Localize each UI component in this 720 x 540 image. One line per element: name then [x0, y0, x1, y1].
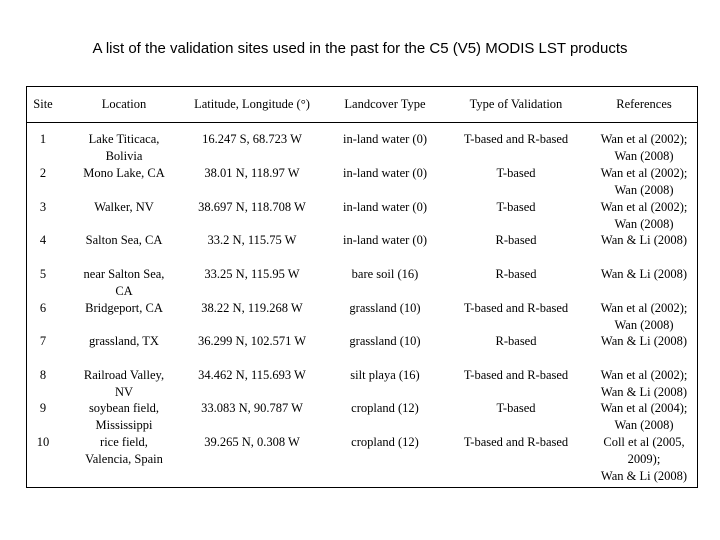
landcover-value: in-land water (0) [343, 132, 427, 146]
coordinate-value: 33.2 N, 115.75 W [207, 233, 297, 247]
site-number: 8 [39, 368, 47, 382]
location-line: Salton Sea, CA [85, 233, 163, 247]
landcover-value: in-land water (0) [343, 166, 427, 180]
validation-type: T-based [496, 200, 536, 214]
reference-line: Wan (2008) [614, 318, 674, 332]
landcover-value: grassland (10) [349, 334, 421, 348]
coordinate-value: 38.22 N, 119.268 W [201, 301, 303, 315]
reference-line: Wan et al (2002); [600, 166, 688, 180]
location-line: Lake Titicaca, [88, 132, 160, 146]
header-site: Site [33, 97, 53, 111]
reference-line: Wan et al (2002); [600, 200, 688, 214]
coordinate-value: 38.697 N, 118.708 W [198, 200, 306, 214]
site-number: 3 [39, 200, 47, 214]
reference-line: Wan & Li (2008) [600, 233, 688, 247]
reference-line: Wan (2008) [614, 418, 674, 432]
validation-type: T-based [496, 166, 536, 180]
reference-line: Wan et al (2002); [600, 132, 688, 146]
site-number: 1 [39, 132, 47, 146]
location-line: Bolivia [105, 149, 143, 163]
location-line: Mississippi [95, 418, 153, 432]
landcover-value: in-land water (0) [343, 200, 427, 214]
site-number: 2 [39, 166, 47, 180]
header-divider [27, 122, 697, 123]
site-number: 4 [39, 233, 47, 247]
site-number: 7 [39, 334, 47, 348]
site-number: 6 [39, 301, 47, 315]
reference-line: Wan et al (2002); [600, 301, 688, 315]
page-title: A list of the validation sites used in the past for the C5 (V5) MODIS LST products [92, 40, 628, 57]
landcover-value: in-land water (0) [343, 233, 427, 247]
validation-type: T-based and R-based [463, 368, 569, 382]
location-line: Walker, NV [94, 200, 154, 214]
reference-line: 2009); [627, 452, 661, 466]
reference-line: Wan & Li (2008) [600, 469, 688, 483]
validation-type: T-based and R-based [463, 435, 569, 449]
location-line: Railroad Valley, [83, 368, 165, 382]
location-line: grassland, TX [89, 334, 159, 348]
location-line: near Salton Sea, [83, 267, 165, 281]
location-line: rice field, [100, 435, 148, 449]
header-references: References [616, 97, 672, 111]
header-landcover: Landcover Type [344, 97, 426, 111]
landcover-value: silt playa (16) [350, 368, 420, 382]
header-validation: Type of Validation [469, 97, 563, 111]
validation-type: T-based and R-based [463, 301, 569, 315]
reference-line: Wan (2008) [614, 217, 674, 231]
reference-line: Wan & Li (2008) [600, 267, 688, 281]
reference-line: Wan (2008) [614, 149, 674, 163]
site-number: 9 [39, 401, 47, 415]
location-line: Valencia, Spain [85, 452, 163, 466]
landcover-value: grassland (10) [349, 301, 421, 315]
location-line: CA [115, 284, 133, 298]
reference-line: Coll et al (2005, [603, 435, 685, 449]
reference-line: Wan et al (2002); [600, 368, 688, 382]
landcover-value: cropland (12) [351, 401, 419, 415]
validation-sites-table [26, 86, 698, 488]
validation-type: R-based [495, 334, 537, 348]
location-line: NV [114, 385, 134, 399]
coordinate-value: 16.247 S, 68.723 W [202, 132, 302, 146]
site-number: 5 [39, 267, 47, 281]
landcover-value: cropland (12) [351, 435, 419, 449]
site-number: 10 [36, 435, 50, 449]
location-line: Mono Lake, CA [83, 166, 165, 180]
validation-type: T-based and R-based [463, 132, 569, 146]
coordinate-value: 34.462 N, 115.693 W [198, 368, 306, 382]
reference-line: Wan & Li (2008) [600, 334, 688, 348]
coordinate-value: 33.25 N, 115.95 W [204, 267, 300, 281]
validation-type: R-based [495, 267, 537, 281]
reference-line: Wan et al (2004); [600, 401, 688, 415]
coordinate-value: 39.265 N, 0.308 W [204, 435, 300, 449]
coordinate-value: 33.083 N, 90.787 W [201, 401, 303, 415]
location-line: soybean field, [88, 401, 160, 415]
coordinate-value: 38.01 N, 118.97 W [204, 166, 300, 180]
landcover-value: bare soil (16) [351, 267, 419, 281]
reference-line: Wan (2008) [614, 183, 674, 197]
header-latlon: Latitude, Longitude (°) [194, 97, 310, 111]
header-location: Location [101, 97, 147, 111]
coordinate-value: 36.299 N, 102.571 W [197, 334, 307, 348]
validation-type: R-based [495, 233, 537, 247]
validation-type: T-based [496, 401, 536, 415]
reference-line: Wan & Li (2008) [600, 385, 688, 399]
location-line: Bridgeport, CA [85, 301, 163, 315]
